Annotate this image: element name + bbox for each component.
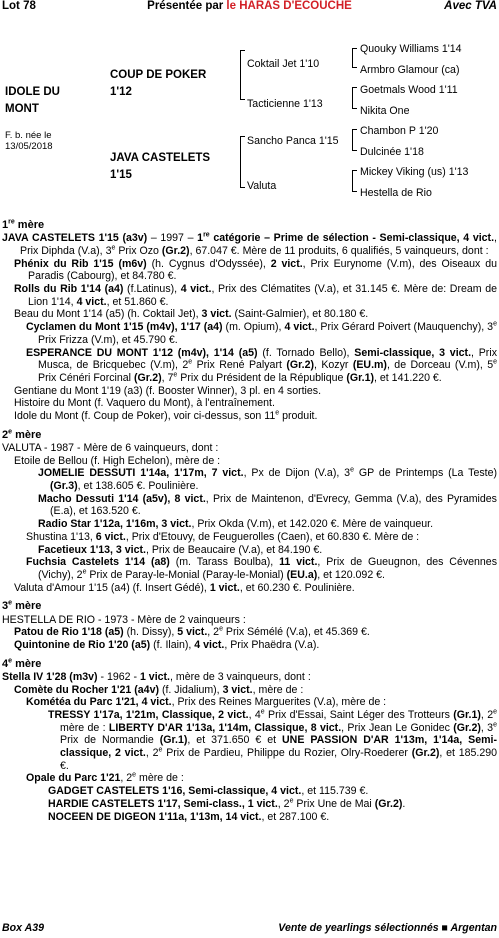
produce-item: TRESSY 1'17a, 1'21m, Classique, 2 vict., 4e Prix d'Essai, Saint Léger des Trotteurs (Gr.1), 2e mère de : LIBERTY D'AR 1'13a, 1'14m, Classique, 8 vict., Prix Jean Le Gonidec (Gr.2), 3e Prix de Normandie (Gr.1), et 371.650 € et UNE PASSION D'AR 1'13m, 1'14a, Semi-classique, 2 vict., 2e Prix de Pardieu, Philippe du Rozier, Olry-Roederer (Gr.2), et 185.290 €. [48, 708, 498, 772]
produce-item: Quintonine de Rio 1'20 (a5) (f. Ilain), 4 vict., Prix Phaëdra (V.a). [14, 638, 320, 651]
dam-bracket [240, 136, 245, 188]
produce-item: Rolls du Rib 1'14 (a4) (f.Latinus), 4 vict., Prix des Clématites (V.a), et 31.145 €. Mère de: Dream de Lion 1'14, 4 vict., et 51.860 €. [14, 283, 497, 308]
produce-item: Etoile de Bellou (f. High Echelon), mère de : [14, 454, 221, 467]
dds: Mickey Viking (us) 1'13 [360, 166, 469, 178]
sd-bracket [352, 87, 357, 109]
produce-item: JOMELIE DESSUTI 1'14a, 1'17m, 7 vict., Px de Dijon (V.a), 3e GP de Printemps (La Teste) (Gr.3), et 138.605 €. Poulinière. [38, 466, 497, 493]
subject-birth: F. b. née le 13/05/2018 [5, 130, 53, 152]
sire-dam: Tacticienne 1'13 [247, 98, 323, 110]
produce-item: Beau du Mont 1'14 (a5) (h. Coktail Jet), 3 vict. (Saint-Galmier), et 80.180 €. [14, 308, 369, 321]
dam-name: JAVA CASTELETS 1'15 [110, 152, 211, 181]
produce-item: Cyclamen du Mont 1'15 (m4v), 1'17 (a4) (m. Opium), 4 vict., Prix Gérard Poivert (Mauquenchy), 3e Prix Frizza (V.m), et 45.790 €. [26, 320, 497, 346]
produce-item: Patou de Rio 1'18 (a5) (h. Dissy), 5 vict., 2e Prix Sémélé (V.a), et 45.369 €. [14, 625, 370, 639]
dss: Chambon P 1'20 [360, 125, 439, 137]
first-dam-paragraph: JAVA CASTELETS 1'15 (a3v) – 1997 – 1re catégorie – Prime de sélection - Semi-classique, 4 vict., Prix Diphda (V.a), 3e Prix Ozo (Gr.2), 67.047 €. Mère de 11 produits, 6 qualifiés, 5 vainqueurs, dont : [2, 231, 497, 257]
third-dam-paragraph: HESTELLA DE RIO - 1973 - Mère de 2 vainqueurs : [2, 613, 246, 626]
produce-item: Idole du Mont (f. Coup de Poker), voir ci-dessus, son 11e produit. [14, 409, 318, 423]
dam-sire: Sancho Panca 1'15 [247, 135, 339, 147]
produce-item: Radio Star 1'12a, 1'16m, 3 vict., Prix Okda (V.m), et 142.020 €. Mère de vainqueur. [38, 518, 434, 531]
sire-name: COUP DE POKER 1'12 [110, 69, 207, 98]
produce-item: Facetieux 1'13, 3 vict., Prix de Beaucaire (V.a), et 84.190 €. [38, 543, 323, 556]
produce-item: Gentiane du Mont 1'19 (a3) (f. Booster Winner), 3 pl. en 4 sorties. [14, 384, 322, 397]
dam-dam: Valuta [247, 180, 277, 192]
section-3e-mere: 3e mère [2, 599, 42, 613]
sdd: Nikita One [360, 105, 410, 117]
dam-line-text [2, 219, 497, 823]
section-1re-mere: 1re mère [2, 218, 45, 231]
produce-item: Opale du Parc 1'21, 2e mère de : [26, 771, 184, 785]
dd-bracket [352, 170, 357, 192]
section-2e-mere: 2e mère [2, 428, 42, 441]
produce-item: Comète du Rocher 1'21 (a4v) (f. Jidalium), 3 vict., mère de : [14, 683, 304, 696]
consignor-name: le HARAS D'ECOUCHE [226, 0, 352, 12]
fourth-dam-paragraph: Stella IV 1'28 (m3v) - 1962 - 1 vict., mère de 3 vainqueurs, dont : [2, 670, 311, 683]
dsd: Dulcinée 1'18 [360, 146, 424, 158]
produce-item: Valuta d'Amour 1'15 (a4) (f. Insert Gédé), 1 vict., et 60.230 €. Poulinière. [14, 581, 355, 594]
produce-item: ESPERANCE DU MONT 1'12 (m4v), 1'14 (a5) (f. Tornado Bello), Semi-classique, 3 vict., Prix Musca, de Bricquebec (V.m), 2e Prix René Palyart (Gr.2), Kozyr (EU.m), de Dorceau (V.m), 5e Prix Cénéri Forcinal (Gr.2), 7e Prix du Président de la République (Gr.1), et 141.220 €. [26, 346, 497, 384]
ssd: Armbro Glamour (ca) [360, 64, 460, 76]
second-dam-paragraph: VALUTA - 1987 - Mère de 6 vainqueurs, dont : [2, 441, 219, 454]
produce-item: GADGET CASTELETS 1'16, Semi-classique, 4 vict., et 115.739 €. [48, 785, 369, 798]
produce-item: Phénix du Rib 1'15 (m6v) (h. Cygnus d'Odyssée), 2 vict., Prix Eurynome (V.m), des Oiseaux du Paradis (Cabourg), et 84.780 €. [14, 257, 497, 283]
page-header [2, 0, 497, 14]
produce-item: Shustina 1'13, 6 vict., Prix d'Etouvy, de Feuguerolles (Caen), et 60.830 €. Mère de : [26, 530, 420, 543]
produce-item: Macho Dessuti 1'14 (a5v), 8 vict., Prix de Maintenon, d'Evrecy, Gemma (V.a), des Pyramides (E.a), et 163.520 €. [38, 492, 497, 518]
produce-item: Kométéa du Parc 1'21, 4 vict., Prix des Reines Marguerites (V.a), mère de : [26, 696, 387, 709]
sds: Goetmals Wood 1'11 [360, 84, 458, 96]
pedigree-table [0, 36, 499, 201]
section-4e-mere: 4e mère [2, 657, 42, 670]
sire-bracket [240, 50, 245, 100]
sire-sire: Coktail Jet 1'10 [247, 58, 320, 70]
produce-item: Fuchsia Castelets 1'14 (a8) (m. Tarass Boulba), 11 vict., Prix de Gueugnon, des Cévennes (Vichy), 2e Prix de Paray-le-Monial (Paray-le-Monial) (EU.a), et 120.092 €. [26, 556, 497, 581]
produce-item: NOCEEN DE DIGEON 1'11a, 1'13m, 14 vict., et 287.100 €. [48, 810, 330, 823]
produce-item: Histoire du Mont (f. Vaquero du Mont), à l'entraînement. [14, 397, 275, 410]
ss-bracket [352, 48, 357, 68]
lot-number: Lot 78 [2, 0, 36, 12]
sale-name: Vente de yearlings sélectionnés ■ Argentan [278, 922, 497, 934]
subject-name: IDOLE DU MONT [5, 86, 60, 115]
ddd: Hestella de Rio [360, 187, 432, 199]
page-footer [2, 922, 497, 936]
produce-item: HARDIE CASTELETS 1'17, Semi-class., 1 vict., 2e Prix Une de Mai (Gr.2). [48, 797, 406, 810]
agent-label: Avec TVA [444, 0, 497, 12]
ds-bracket [352, 129, 357, 151]
box-number: Box A39 [2, 922, 44, 934]
sss: Quouky Williams 1'14 [360, 43, 462, 55]
consignor-line: Présentée par le HARAS D'ECOUCHE [147, 0, 352, 12]
